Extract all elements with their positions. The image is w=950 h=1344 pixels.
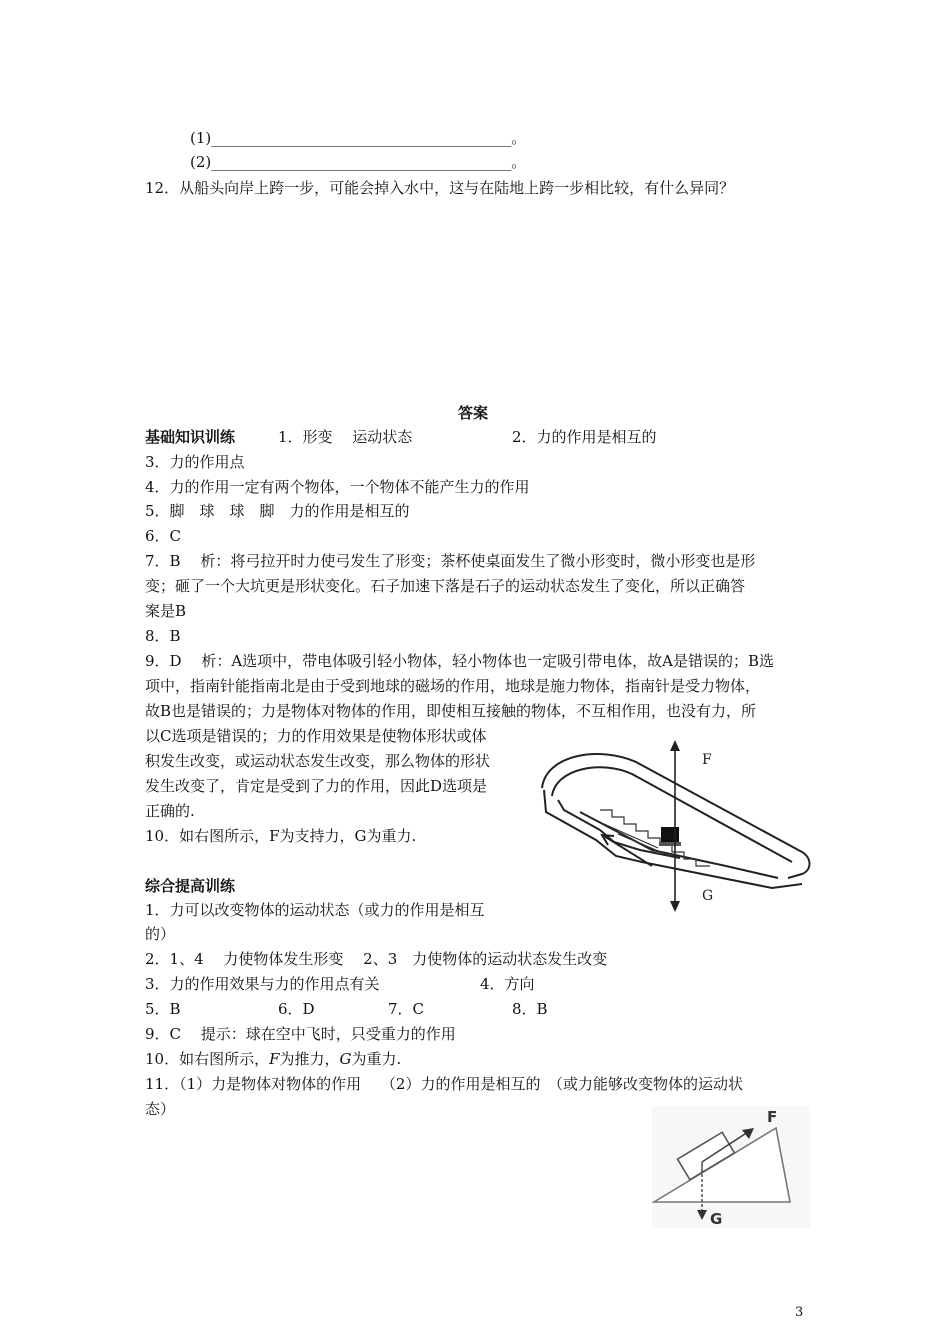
basic-a9-line6: 发生改变了，肯定是受到了力的作用，因此D选项是 (145, 777, 488, 795)
advanced-a2: 2．1、4 力使物体发生形变 2、3 力使物体的运动状态发生改变 (145, 950, 608, 968)
escalator-label-g: G (702, 888, 714, 904)
arrow-down-icon (670, 901, 680, 912)
basic-heading: 基础知识训练 (145, 428, 236, 446)
advanced-a5: 5．B (145, 1000, 181, 1018)
advanced-a10-f: F (269, 1050, 280, 1068)
advanced-a1-line1: 1．力可以改变物体的运动状态（或力的作用是相互 (145, 901, 485, 919)
q11-blank-2: (2)________________________________________。 (190, 153, 527, 171)
advanced-a8: 8．B (512, 1000, 548, 1018)
basic-a9-line3: 故B也是错误的；力是物体对物体的作用，即使相互接触的物体，不互相作用，也没有力，所 (145, 702, 757, 720)
basic-a3: 3．力的作用点 (145, 453, 245, 471)
answers-title: 答案 (458, 404, 489, 422)
advanced-a7: 7．C (388, 1000, 425, 1018)
basic-a1: 1．形变 运动状态 (278, 428, 413, 446)
advanced-a6: 6．D (278, 1000, 315, 1018)
advanced-a4: 4．方向 (480, 975, 535, 993)
basic-a9-line4: 以C选项是错误的；力的作用效果是使物体形状或体 (145, 727, 487, 745)
basic-a7-line3: 案是B (145, 602, 187, 620)
incline-label-g: G (710, 1210, 723, 1228)
incline-figure (652, 1106, 810, 1228)
basic-a6: 6．C (145, 527, 182, 545)
advanced-a10-mid: 为推力， (279, 1050, 340, 1068)
basic-a9-line2: 项中，指南针能指南北是由于受到地球的磁场的作用，地球是施力物体，指南针是受力物体， (145, 677, 761, 695)
box-object (661, 827, 679, 844)
basic-a7-line2: 变；砸了一个大坑更是形状变化。石子加速下落是石子的运动状态发生了变化，所以正确答 (145, 577, 746, 595)
advanced-a10-g: G (339, 1050, 352, 1068)
advanced-a11-line2: 态） (145, 1100, 176, 1118)
advanced-a3: 3．力的作用效果与力的作用点有关 (145, 975, 380, 993)
basic-a5: 5．脚 球 球 脚 力的作用是相互的 (145, 502, 410, 520)
advanced-a10-post: 为重力. (351, 1050, 402, 1068)
basic-a4: 4．力的作用一定有两个物体，一个物体不能产生力的作用 (145, 478, 530, 496)
advanced-a10 (145, 1049, 401, 1069)
basic-a2: 2．力的作用是相互的 (512, 428, 657, 446)
basic-a9-line7: 正确的. (145, 802, 195, 820)
basic-a9-line1: 9．D 析：A选项中，带电体吸引轻小物体，轻小物体也一定吸引带电体，故A是错误的；B选 (145, 652, 775, 670)
escalator-figure (540, 738, 815, 914)
arrow-up-icon (670, 740, 680, 751)
basic-a8: 8．B (145, 627, 181, 645)
basic-a9-line5: 积发生改变，或运动状态发生改变，那么物体的形状 (145, 752, 491, 770)
advanced-a1-line2: 的） (145, 925, 176, 943)
advanced-heading: 综合提高训练 (145, 877, 236, 895)
basic-a7-line1: 7．B 析：将弓拉开时力使弓发生了形变；茶杯使桌面发生了微小形变时，微小形变也是形 (145, 552, 756, 570)
q12-text: 12．从船头向岸上跨一步，可能会掉入水中，这与在陆地上跨一步相比较，有什么异同？ (145, 179, 735, 197)
page-number: 3 (795, 1305, 804, 1320)
advanced-a11-line1: 11．（1）力是物体对物体的作用 （2）力的作用是相互的 （或力能够改变物体的运动状 (145, 1075, 743, 1093)
incline-label-f: F (767, 1108, 778, 1126)
q11-blank-1: (1)________________________________________。 (190, 129, 527, 147)
basic-a10: 10．如右图所示，F为支持力，G为重力. (145, 827, 417, 845)
advanced-a9: 9．C 提示：球在空中飞时，只受重力的作用 (145, 1025, 456, 1043)
advanced-a10-pre: 10．如右图所示， (145, 1050, 270, 1068)
escalator-label-f: F (702, 752, 712, 768)
